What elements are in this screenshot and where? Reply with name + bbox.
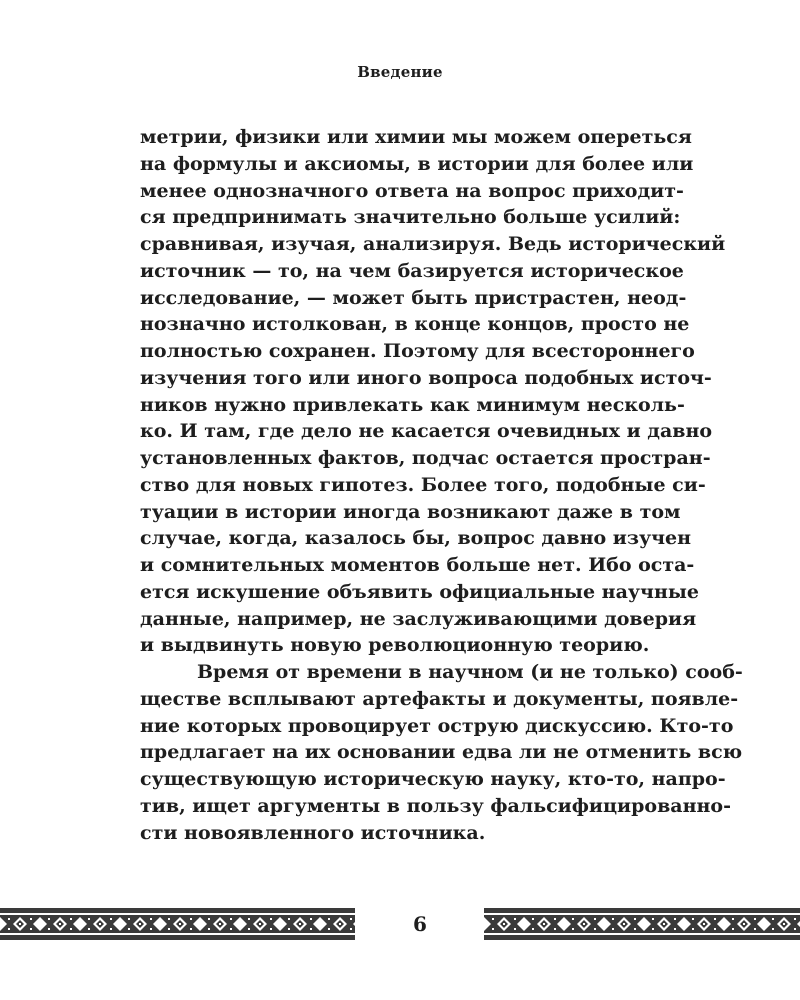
text-line: ется искушение объявить официальные научные	[140, 580, 699, 603]
text-line: источник — то, на чем базируется историческое	[140, 259, 684, 282]
ornament-border-left	[0, 908, 355, 940]
text-line: предлагает на их основании едва ли не отменить всю	[140, 741, 743, 764]
text-line: исследование, — может быть пристрастен, неод-	[140, 286, 687, 309]
text-line: установленных фактов, подчас остается простран-	[140, 447, 711, 469]
text-line: менее однозначного ответа на вопрос приходит-	[140, 179, 684, 202]
text-line: полностью сохранен. Поэтому для всестороннего	[140, 340, 695, 362]
text-line: Время от времени в научном (и не только) сооб-	[197, 661, 743, 683]
text-line: данные, например, не заслуживающими доверия	[140, 607, 697, 630]
folk-embroidery-border-icon	[484, 908, 800, 940]
text-line: случае, когда, казалось бы, вопрос давно изучен	[140, 527, 692, 550]
text-line: метрии, физики или химии мы можем опереться	[140, 126, 692, 148]
text-line: изучения того или иного вопроса подобных источ-	[140, 366, 712, 389]
text-line: и сомнительных моментов больше нет. Ибо оста-	[140, 554, 695, 576]
text-line: туации в истории иногда возникают даже в том	[140, 500, 681, 523]
text-line: ся предпринимать значительно больше усилий:	[140, 206, 681, 229]
text-line: тив, ищет аргументы в пользу фальсифицированно-	[140, 794, 731, 817]
text-line: и выдвинуть новую революционную теорию.	[140, 634, 650, 657]
paragraph	[140, 659, 743, 846]
ornament-border-right	[484, 908, 800, 940]
text-line: ников нужно привлекать как минимум несколь-	[140, 393, 685, 416]
paragraph	[140, 124, 726, 659]
text-line: на формулы и аксиомы, в истории для более или	[140, 152, 694, 175]
text-line: сравнивая, изучая, анализируя. Ведь исторический	[140, 233, 726, 255]
text-line: ществе всплывают артефакты и документы, появле-	[140, 687, 739, 710]
folk-embroidery-border-icon	[0, 908, 355, 940]
text-line: сти новоявленного источника.	[140, 821, 486, 844]
running-header: Введение	[357, 63, 443, 81]
page-number: 6	[413, 912, 427, 936]
text-line: ние которых провоцирует острую дискуссию. Кто-то	[140, 714, 734, 737]
body-text	[140, 124, 743, 846]
text-line: нозначно истолкован, в конце концов, просто не	[140, 313, 690, 336]
text-line: ство для новых гипотез. Более того, подобные си-	[140, 473, 706, 496]
text-line: существующую историческую науку, кто-то, напро-	[140, 768, 726, 790]
text-line: ко. И там, где дело не касается очевидных и давно	[140, 420, 713, 443]
